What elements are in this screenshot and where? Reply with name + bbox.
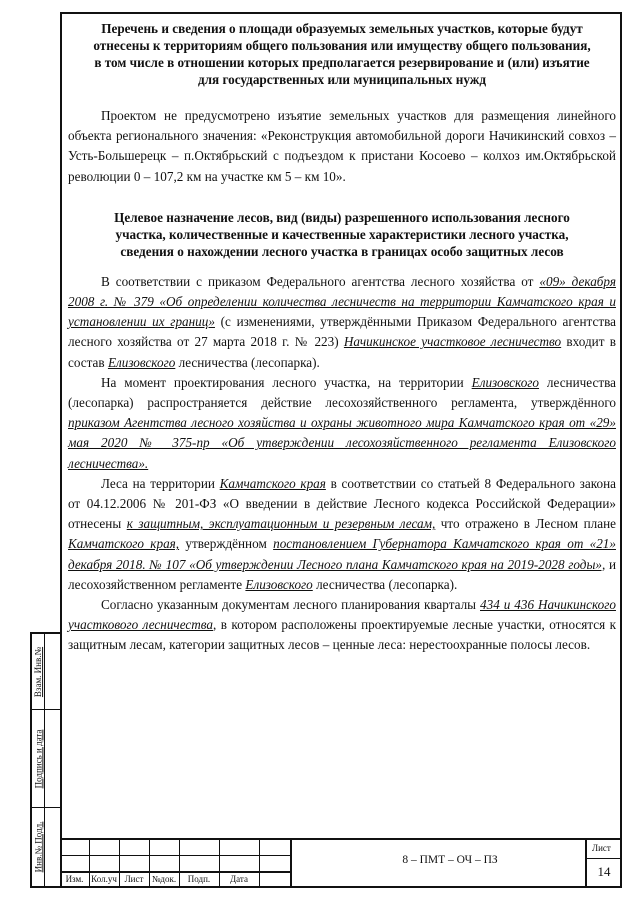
sheet-label: Лист [592, 843, 611, 853]
side-cell-replaced-inv [32, 634, 60, 710]
side-cell-signature-date [32, 710, 60, 808]
side-stamp [30, 632, 62, 888]
ref-quarters-434-436: 434 и 436 Начикинского участкового лесничества [68, 597, 616, 633]
link-order-379: «09» декабря 2008 г. № 379 «Об определении количества лесничеств на территории Камчатского края и установлении их границ» [68, 273, 616, 330]
tb-label-list: Лист [124, 874, 144, 884]
ref-elizovskoe: Елизовского [107, 354, 176, 370]
side-label-signature-date: Подпись и дата [33, 729, 43, 788]
ref-kamchatka-krai: Камчатского края [219, 475, 326, 491]
paragraph-forestry-order: В соответствии с приказом Федерального агентства лесного хозяйства от «09» декабря 2008 г. № 379 «Об определении количества лесничеств на территории Камчатского края и установлении их границ» (с изменениями, утверждёнными Приказом Федерального агентства лесного хозяйства от 27 марта 2018 г. № 223) Начикинское участковое лесничество входит в состав Елизовского лесничества (лесопарка). [68, 273, 616, 370]
side-label-replaced-inv: Взам. Инв.№ [33, 646, 43, 697]
ref-nachikinskoe-forestry: Начикинское участковое лесничество [343, 334, 562, 350]
document-body [68, 20, 616, 656]
ref-kamchatka-krai-2: Камчатского края, [68, 536, 180, 552]
tb-label-data: Дата [230, 874, 248, 884]
ref-elizovskoe-3: Елизовского [245, 576, 313, 592]
paragraph-forest-categories: Леса на территории Камчатского края в соответствии со статьей 8 Федерального закона от 04.12.2006 № 201-ФЗ «О введении в действие Лесного кодекса Российской Федерации» отнесены к защитным, эксплуатационным и резервным лесам, что отражено в Лесном плане Камчатского края, утверждённом постановлением Губернатора Камчатского края от «21» декабря 2018. № 107 «Об утверждении Лесного плана Камчатского края на 2019-2028 годы», и лесохозяйственном регламенте Елизовского лесничества (лесопарка). [68, 475, 616, 592]
paragraph-no-seizure: Проектом не предусмотрено изъятие земельных участков для размещения линейного объекта регионального значения: «Реконструкция автомобильной дороги Начикинский совхоз – Усть-Большерецк – п.Октябрьский с подъездом к пристани Косоево – колхоз им.Октябрьской революции 0 – 107,2 км на участке км 5 – км 10». [68, 108, 616, 184]
sheet-number: 14 [597, 864, 611, 879]
ref-elizovskoe-2: Елизовского [471, 374, 540, 390]
heading-land-plots: Перечень и сведения о площади образуемых земельных участков, которые будут отнесены к территориям общего пользования или имуществу общего пользования, в том числе в отношении которых предполагается резервирование и (или) изъятие для государственных или муниципальных нужд [93, 21, 591, 87]
ref-decree-107: постановлением Губернатора Камчатского края от «21» декабря 2018. № 107 «Об утверждении Лесного плана Камчатского края на 2019-2028 годы», [68, 536, 616, 572]
paragraph-quarters: Согласно указанным документам лесного планирования кварталы 434 и 436 Начикинского участкового лесничества, в котором расположены проектируемые лесные участки, относятся к защитным лесам, категории защитных лесов – ценные леса: нерестоохранные полосы лесов. [68, 597, 616, 653]
tb-label-kol: Кол.уч [91, 874, 117, 884]
document-code: 8 – ПМТ – ОЧ – ПЗ [402, 854, 498, 866]
tb-label-izm: Изм. [65, 874, 84, 884]
ref-order-375: приказом Агентства лесного хозяйства и охраны животного мира Камчатского края от «29» мая 2020 № 375-пр «Об утверждении лесохозяйственного регламента Елизовского лесничества». [68, 415, 616, 471]
side-cell-original-inv [32, 808, 60, 886]
paragraph-forestry-regulation: На момент проектирования лесного участка, на территории Елизовского лесничества (лесопарка) распространяется действие лесохозяйственного регламента, утверждённого приказом Агентства лесного хозяйства и охраны животного мира Камчатского края от «29» мая 2020 № 375-пр «Об утверждении лесохозяйственного регламента Елизовского лесничества». [68, 374, 617, 471]
side-label-original-inv: Инв.№ Подл. [33, 821, 43, 873]
title-block [60, 838, 622, 888]
heading-forest-purpose: Целевое назначение лесов, вид (виды) разрешенного использования лесного участка, количественные и качественные характеристики лесного участка, сведения о нахождении лесного участка в границах особо защитных лесов [114, 209, 570, 259]
tb-label-podp: Подп. [187, 874, 211, 884]
tb-label-ndok: №док. [151, 874, 177, 884]
ref-forest-types: к защитным, эксплуатационным и резервным лесам, [126, 516, 436, 532]
